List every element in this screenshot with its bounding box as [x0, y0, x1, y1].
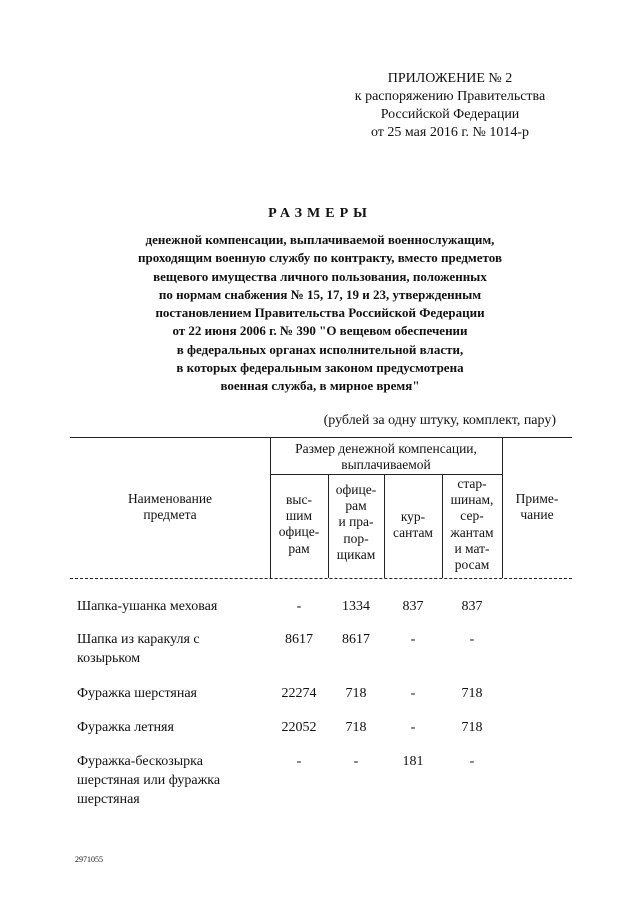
subtitle-line: проходящим военную службу по контракту, вместо предметов	[138, 250, 502, 266]
value-sergeants-sailors: 718	[461, 686, 483, 701]
header-compensation-group: Размер денежной компенсации, выплачиваемой	[295, 441, 477, 473]
subtitle-line: в федеральных органах исполнительной власти,	[176, 341, 464, 357]
header-cadets: кур- сантам	[393, 509, 433, 541]
value-sergeants-sailors: -	[469, 754, 475, 769]
subtitle-line: от 22 июня 2006 г. № 390 "О вещевом обеспечении	[172, 323, 468, 339]
value-cadets: -	[410, 686, 416, 701]
header-item-name: Наименование предмета	[127, 491, 213, 523]
header-officers-warrant: офице- рам и пра- пор- щикам	[335, 482, 377, 562]
table-header-bottom	[70, 578, 572, 579]
header-sergeants-sailors: стар- шинам, сер- жантам и мат- росам	[450, 476, 494, 573]
value-senior-officers: 8617	[285, 632, 313, 647]
value-sergeants-sailors: 837	[461, 599, 483, 614]
value-sergeants-sailors: -	[469, 632, 475, 647]
header-senior-officers: выс- шим офице- рам	[278, 492, 320, 556]
row-item-name: Шапка-ушанка меховая	[77, 599, 218, 614]
row-item-name: Фуражка летняя	[77, 720, 174, 735]
units-note: (рублей за одну штуку, комплект, пару)	[323, 413, 556, 428]
appendix-number: ПРИЛОЖЕНИЕ № 2	[387, 71, 513, 86]
group-header-underline	[270, 474, 502, 475]
row-item-name: Фуражка-бескозырка шерстяная или фуражка шерстяная	[77, 754, 221, 807]
appendix-date: от 25 мая 2016 г. № 1014-р	[370, 125, 530, 140]
document-number: 2971055	[75, 855, 103, 864]
table-top-border	[70, 437, 572, 438]
subtitle-line: в которых федеральным законом предусмотрена	[176, 360, 464, 376]
header-note: Приме- чание	[515, 491, 559, 523]
value-sergeants-sailors: 718	[461, 720, 483, 735]
value-cadets: -	[410, 720, 416, 735]
value-cadets: 181	[402, 754, 424, 769]
value-officers-warrant: 718	[345, 686, 367, 701]
value-cadets: -	[410, 632, 416, 647]
value-officers-warrant: 1334	[342, 599, 370, 614]
value-officers-warrant: 8617	[342, 632, 370, 647]
value-cadets: 837	[402, 599, 424, 614]
value-senior-officers: -	[296, 599, 302, 614]
document-title: РАЗМЕРЫ	[268, 206, 372, 221]
row-item-name: Шапка из каракуля с козырьком	[77, 632, 200, 666]
subtitle-line: по нормам снабжения № 15, 17, 19 и 23, утвержденным	[158, 286, 482, 302]
value-senior-officers: 22052	[281, 720, 317, 735]
value-senior-officers: -	[296, 754, 302, 769]
value-senior-officers: 22274	[281, 686, 317, 701]
subtitle-line: вещевого имущества личного пользования, положенных	[153, 268, 487, 284]
row-item-name: Фуражка шерстяная	[77, 686, 197, 701]
value-officers-warrant: 718	[345, 720, 367, 735]
document-subtitle	[40, 231, 600, 396]
subtitle-line: постановлением Правительства Российской Федерации	[155, 305, 485, 321]
appendix-header	[300, 70, 600, 142]
appendix-government: Российской Федерации	[380, 107, 520, 122]
appendix-order: к распоряжению Правительства	[354, 89, 546, 104]
subtitle-line: денежной компенсации, выплачиваемой военнослужащим,	[145, 232, 495, 247]
value-officers-warrant: -	[353, 754, 359, 769]
subtitle-line: военная служба, в мирное время"	[220, 378, 420, 394]
